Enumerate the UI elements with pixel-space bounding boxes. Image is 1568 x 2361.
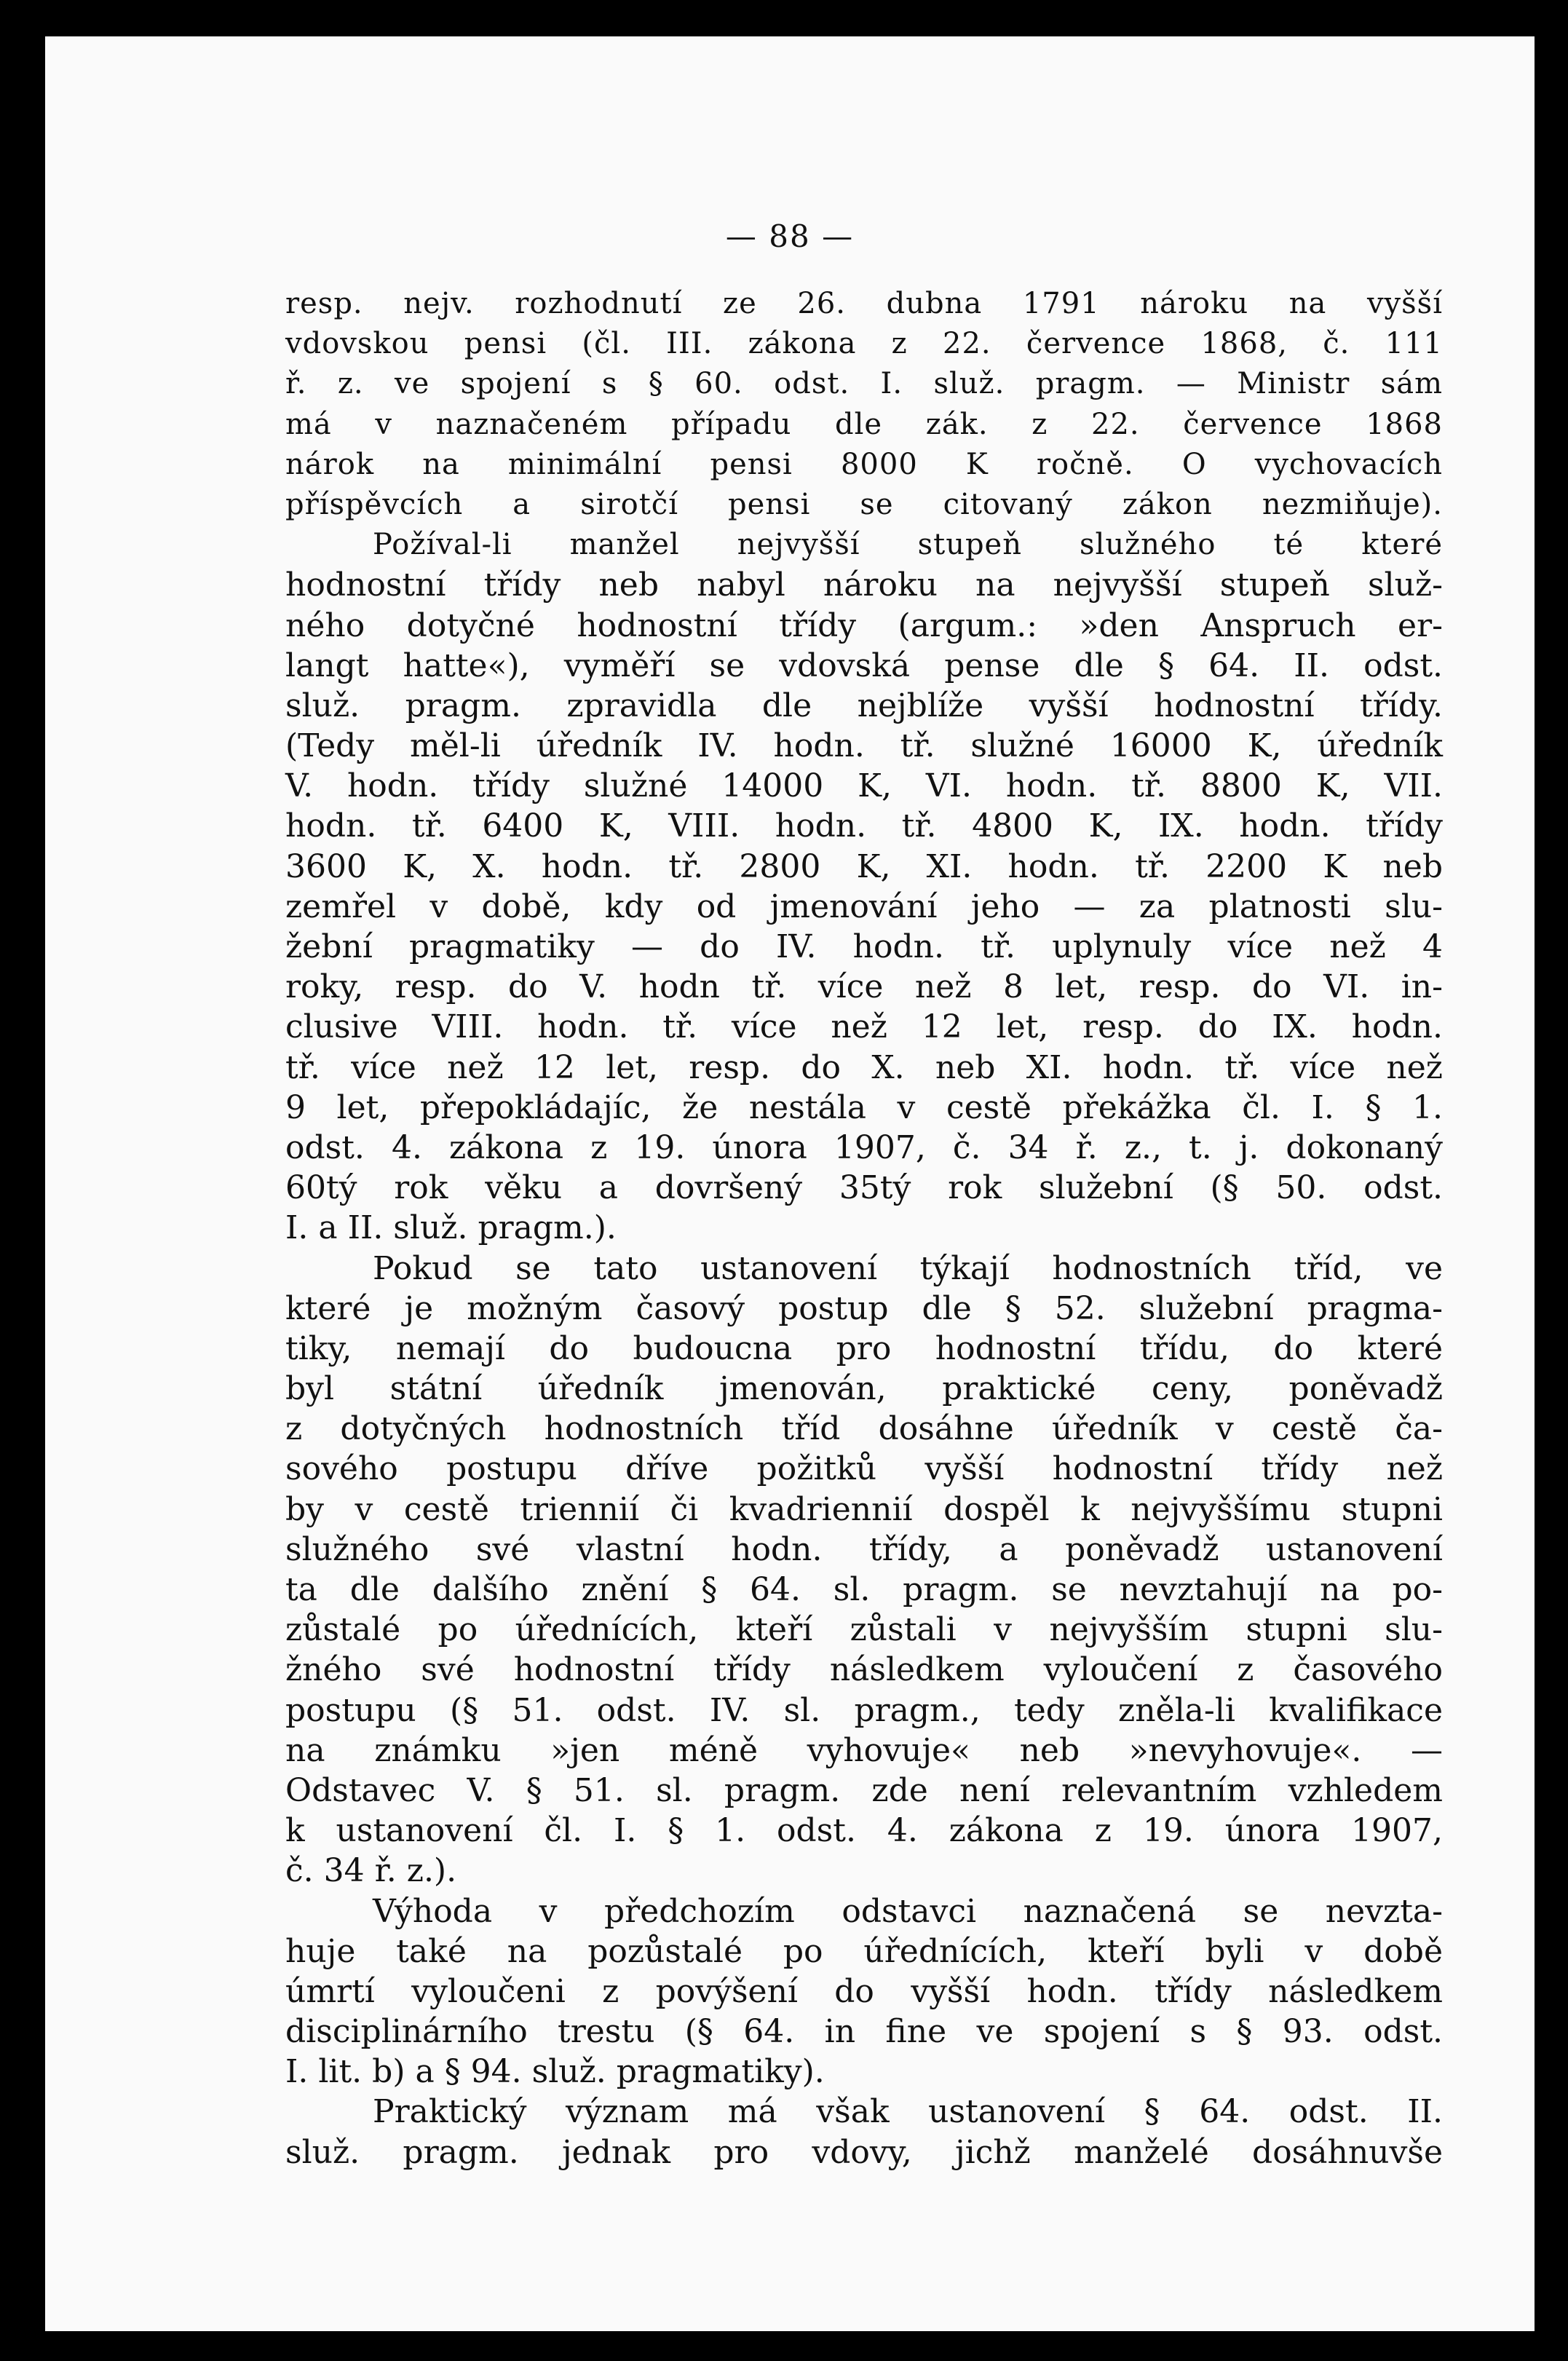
page-number: — 88 — bbox=[725, 218, 855, 254]
text-line: Výhoda v předchozím odstavci naznačená se nevzta- bbox=[373, 1892, 1443, 1930]
text-line: má v naznačeném případu dle zák. z 22. července 1868 bbox=[285, 407, 1443, 441]
text-line: by v cestě triennií či kvadriennií dospěl k nejvyššímu stupni bbox=[285, 1490, 1443, 1528]
text-line: Odstavec V. § 51. sl. pragm. zde není relevantním vzhledem bbox=[285, 1771, 1443, 1809]
text-line: disciplinárního trestu (§ 64. in fine ve spojení s § 93. odst. bbox=[285, 2013, 1443, 2051]
text-line: 9 let, přepokládajíc, že nestála v cestě překážka čl. I. § 1. bbox=[285, 1088, 1443, 1126]
text-line: služ. pragm. zpravidla dle nejblíže vyšší hodnostní třídy. bbox=[285, 687, 1443, 724]
book-page bbox=[45, 36, 1535, 2331]
body-text bbox=[285, 284, 1443, 2172]
text-line: Požíval-li manžel nejvyšší stupeň služného té které bbox=[373, 528, 1443, 562]
text-line: 3600 K, X. hodn. tř. 2800 K, XI. hodn. tř. 2200 K neb bbox=[285, 847, 1443, 885]
text-line: služného své vlastní hodn. třídy, a poněvadž ustanovení bbox=[285, 1530, 1443, 1568]
text-line: na známku »jen méně vyhovuje« neb »nevyhovuje«. — bbox=[285, 1731, 1443, 1769]
text-line: tiky, nemají do budoucna pro hodnostní třídu, do které bbox=[285, 1329, 1443, 1367]
text-line: žební pragmatiky — do IV. hodn. tř. uplynuly více než 4 bbox=[285, 928, 1443, 965]
text-line: clusive VIII. hodn. tř. více než 12 let, resp. do IX. hodn. bbox=[285, 1008, 1443, 1046]
text-line: hodn. tř. 6400 K, VIII. hodn. tř. 4800 K, IX. hodn. třídy bbox=[285, 807, 1443, 845]
text-line: hodnostní třídy neb nabyl nároku na nejvyšší stupeň služ- bbox=[285, 566, 1443, 604]
text-line: které je možným časový postup dle § 52. služební pragma- bbox=[285, 1289, 1443, 1327]
text-line: k ustanovení čl. I. § 1. odst. 4. zákona z 19. února 1907, bbox=[285, 1812, 1443, 1850]
text-line: roky, resp. do V. hodn tř. více než 8 let, resp. do VI. in- bbox=[285, 968, 1443, 1006]
text-line: V. hodn. třídy služné 14000 K, VI. hodn. tř. 8800 K, VII. bbox=[285, 767, 1443, 805]
text-line: příspěvcích a sirotčí pensi se citovaný zákon nezmiňuje). bbox=[285, 487, 1443, 521]
text-line: (Tedy měl-li úředník IV. hodn. tř. služné 16000 K, úředník bbox=[285, 727, 1443, 765]
text-line: zemřel v době, kdy od jmenování jeho — za platnosti slu- bbox=[285, 887, 1443, 925]
text-line: postupu (§ 51. odst. IV. sl. pragm., tedy zněla-li kvalifikace bbox=[285, 1691, 1443, 1729]
text-line: úmrtí vyloučeni z povýšení do vyšší hodn. třídy následkem bbox=[285, 1972, 1443, 2010]
text-line: ta dle dalšího znění § 64. sl. pragm. se nevztahují na po- bbox=[285, 1571, 1443, 1608]
text-line: Pokud se tato ustanovení týkají hodnostních tříd, ve bbox=[373, 1249, 1443, 1287]
text-line: odst. 4. zákona z 19. února 1907, č. 34 ř. z., t. j. dokonaný bbox=[285, 1128, 1443, 1166]
text-line: I. lit. b) a § 94. služ. pragmatiky). bbox=[285, 2053, 825, 2091]
text-line: resp. nejv. rozhodnutí ze 26. dubna 1791 nároku na vyšší bbox=[285, 287, 1443, 320]
text-line: zůstalé po úřednících, kteří zůstali v nejvyšším stupni slu- bbox=[285, 1611, 1443, 1649]
text-line: služ. pragm. jednak pro vdovy, jichž manželé dosáhnuvše bbox=[285, 2133, 1443, 2171]
text-line: I. a II. služ. pragm.). bbox=[285, 1209, 617, 1247]
text-line: nárok na minimální pensi 8000 K ročně. O vychovacích bbox=[285, 447, 1443, 481]
text-line: tř. více než 12 let, resp. do X. neb XI. hodn. tř. více než bbox=[285, 1048, 1443, 1086]
text-line: sového postupu dříve požitků vyšší hodnostní třídy než bbox=[285, 1450, 1443, 1488]
text-line: z dotyčných hodnostních tříd dosáhne úředník v cestě ča- bbox=[285, 1410, 1443, 1448]
text-line: č. 34 ř. z.). bbox=[285, 1852, 457, 1890]
text-line: Praktický význam má však ustanovení § 64. odst. II. bbox=[373, 2093, 1443, 2131]
text-line: langt hatte«), vyměří se vdovská pense dle § 64. II. odst. bbox=[285, 646, 1443, 684]
text-line: žného své hodnostní třídy následkem vyloučení z časového bbox=[285, 1651, 1443, 1689]
text-line: huje také na pozůstalé po úřednících, kteří byli v době bbox=[285, 1932, 1443, 1970]
text-line: ř. z. ve spojení s § 60. odst. I. služ. pragm. — Ministr sám bbox=[285, 367, 1443, 401]
text-line: ného dotyčné hodnostní třídy (argum.: »den Anspruch er- bbox=[285, 606, 1443, 644]
text-line: 60tý rok věku a dovršený 35tý rok služební (§ 50. odst. bbox=[285, 1169, 1443, 1207]
text-line: vdovskou pensi (čl. III. zákona z 22. července 1868, č. 111 bbox=[285, 327, 1443, 361]
text-line: byl státní úředník jmenován, praktické ceny, poněvadž bbox=[285, 1370, 1443, 1408]
